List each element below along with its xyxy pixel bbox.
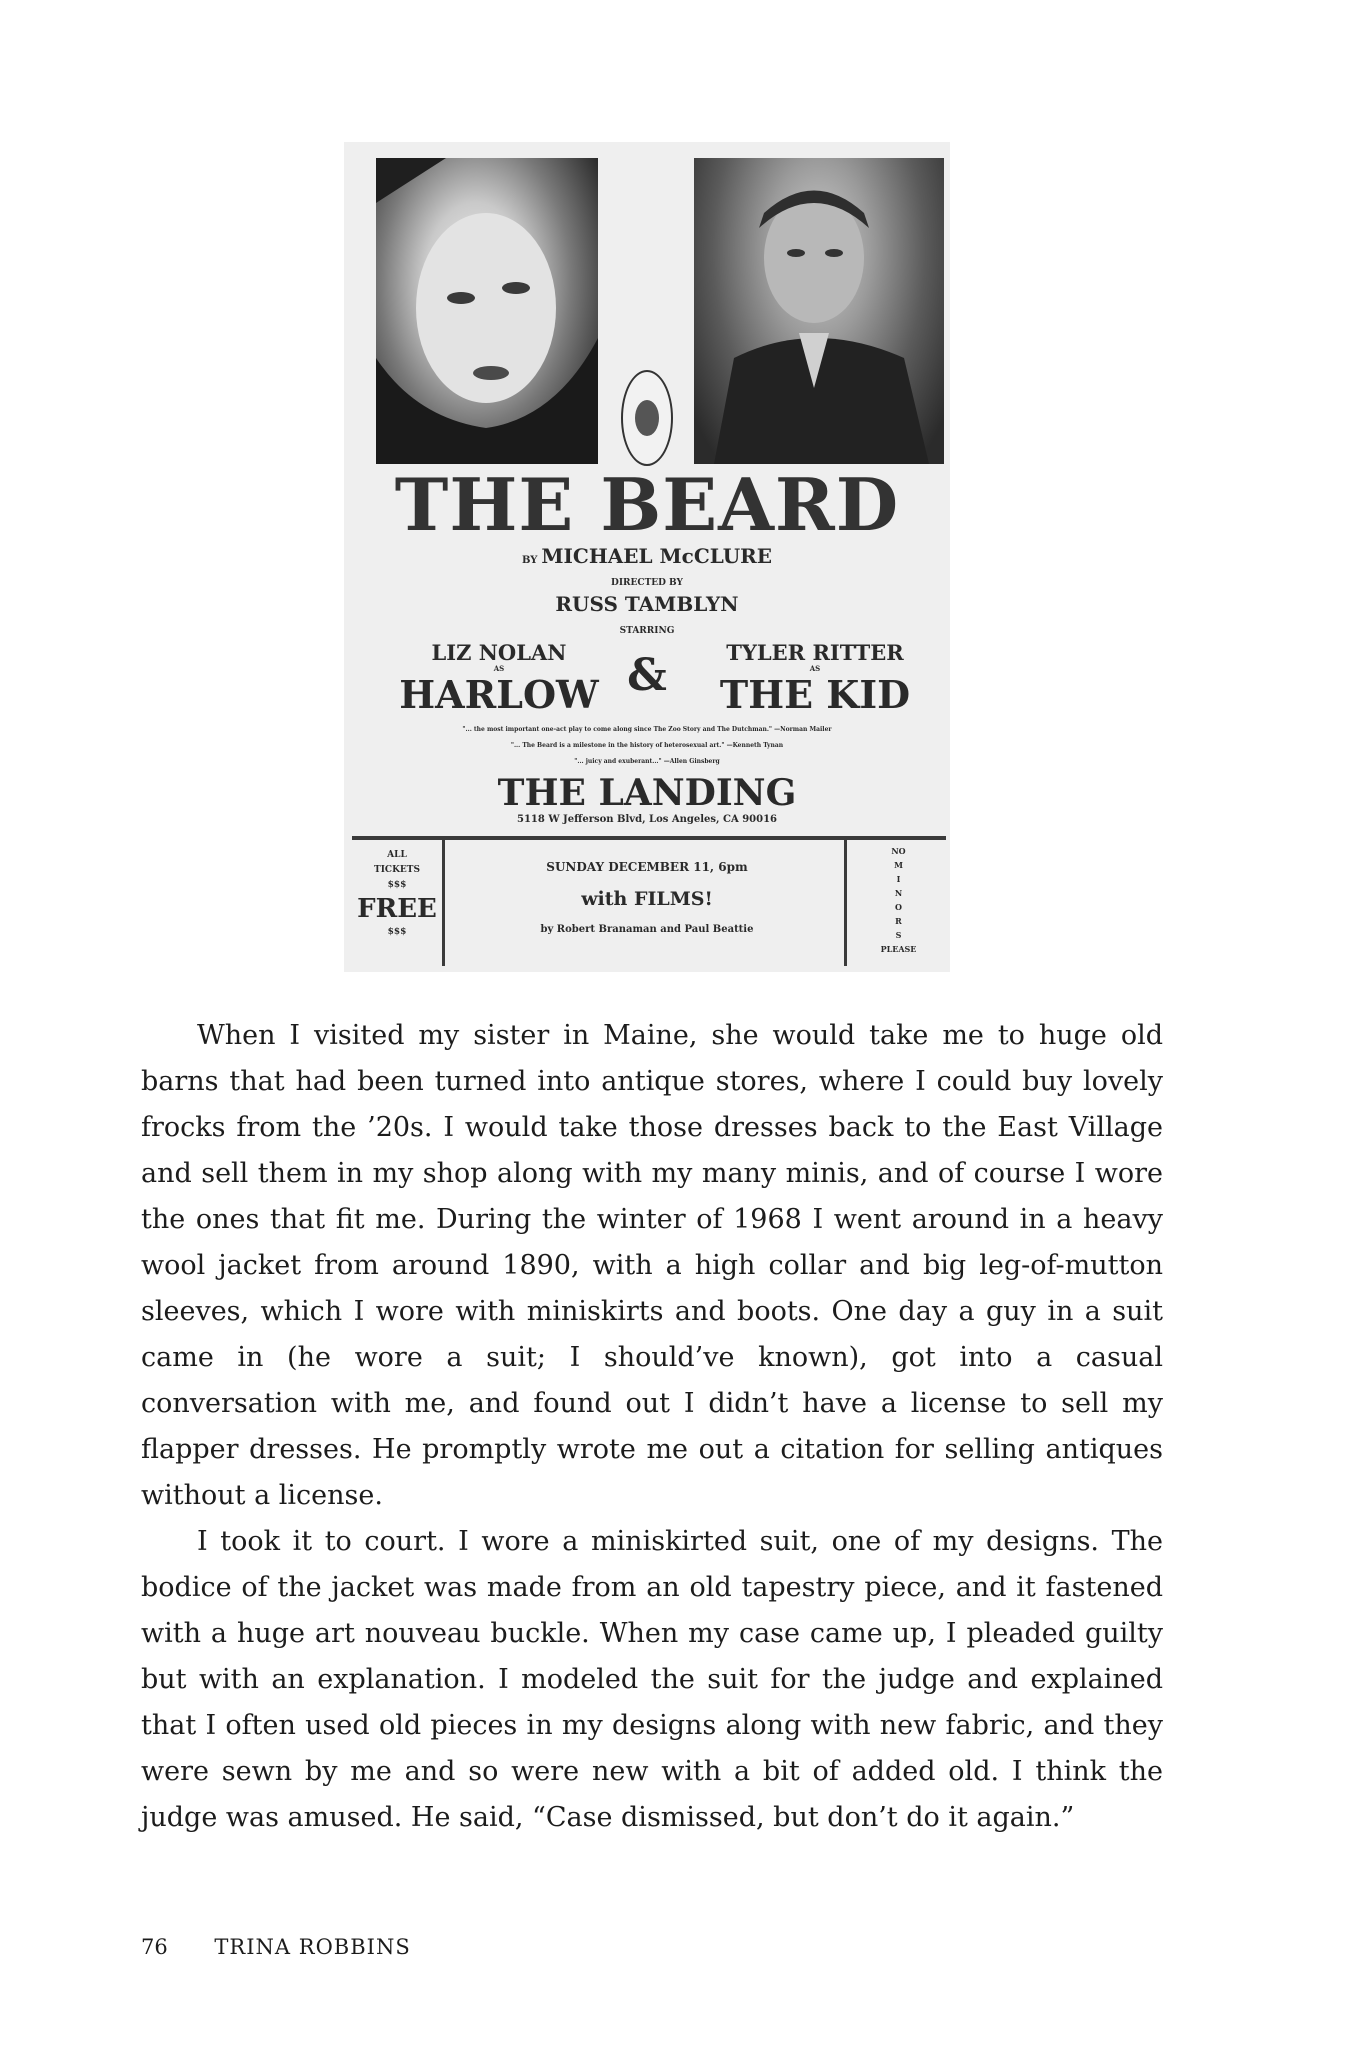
quote-tynan: "... The Beard is a milestone in the history of heterosexual art." —Kenneth Tynan [510, 742, 784, 749]
no-minors-3: N [894, 888, 903, 898]
no-minors-7: PLEASE [880, 944, 917, 954]
tickets-free: FREE [357, 894, 437, 924]
films-label: with FILMS! [581, 888, 713, 910]
no-minors-1: M [894, 860, 903, 870]
tickets-dollars-top: $$$ [387, 880, 407, 890]
starring-label: STARRING [619, 626, 675, 636]
paragraph: When I visited my sister in Maine, she would take me to huge old barns that had been turned into antique stores, where I could buy lovely frocks from the ’20s. I would take those dresses back to the East Village and sell them in my shop along with my many minis, and of course I wore the ones that fit me. During the winter of 1968 I went around in a heavy wool jacket from around 1890, with a high collar and big leg-of-mutton sleeves, which I wore with miniskirts and boots. One day a guy in a suit came in (he wore a suit; I should’ve known), got into a casual conversation with me, and found out I didn’t have a license to sell my flapper dresses. He promptly wrote me out a citation for selling antiques without a license. [141, 1020, 1163, 1511]
directed-by-label: DIRECTED BY [611, 578, 683, 588]
quote-mailer: "... the most important one-act play to come along since The Zoo Story and The Dutchman." —Norman Mailer [462, 726, 832, 733]
harlow-portrait-shape [376, 158, 598, 464]
left-role: HARLOW [399, 672, 599, 717]
left-as-label: AS [493, 664, 505, 673]
author-name: MICHAEL McCLURE [541, 544, 773, 568]
left-actor: LIZ NOLAN [431, 640, 567, 665]
no-minors-2: I [896, 874, 901, 884]
poster-image [344, 142, 950, 972]
running-head: TRINA ROBBINS [214, 1935, 411, 1959]
body-text [141, 1013, 1163, 1841]
paragraph: I took it to court. I wore a miniskirted suit, one of my designs. The bodice of the jacket was made from an old tapestry piece, and it fastened with a huge art nouveau buckle. When my case came up, I pleaded guilty but with an explanation. I modeled the suit for the judge and explained that I often used old pieces in my designs along with new fabric, and they were sewn by me and so were new with a bit of added old. I think the judge was amused. He said, “Case dismissed, but don’t do it again.” [141, 1526, 1163, 1833]
ampersand: & [627, 650, 667, 701]
no-minors-6: S [895, 930, 902, 940]
page-footer [141, 1935, 411, 1959]
poster-title: THE BEARD [394, 462, 900, 547]
by-label: BY [521, 555, 538, 566]
director-name: RUSS TAMBLYN [555, 592, 739, 616]
tickets-all: ALL [387, 850, 407, 860]
filmmakers: by Robert Branaman and Paul Beattie [540, 924, 754, 935]
event-date: SUNDAY DECEMBER 11, 6pm [546, 860, 748, 874]
right-role: THE KID [719, 672, 911, 717]
no-minors-0: NO [891, 846, 906, 856]
no-minors-5: R [895, 916, 902, 926]
kid-photo [694, 158, 944, 464]
venue-name: THE LANDING [497, 772, 797, 814]
right-actor: TYLER RITTER [726, 640, 904, 665]
harlow-photo [376, 158, 598, 464]
seal-emblem [621, 370, 673, 466]
no-minors-4: O [895, 902, 902, 912]
tickets-label: TICKETS [374, 865, 420, 875]
quote-ginsberg: "... juicy and exuberant..." —Allen Ginsberg [574, 758, 720, 765]
tickets-dollars-bottom: $$$ [387, 927, 407, 937]
kid-portrait-shape [694, 158, 944, 464]
venue-address: 5118 W Jefferson Blvd, Los Angeles, CA 90016 [517, 814, 777, 825]
no-minors-box [847, 844, 950, 956]
right-as-label: AS [809, 664, 821, 673]
poster-author-line [344, 544, 950, 568]
page-number: 76 [141, 1935, 168, 1959]
